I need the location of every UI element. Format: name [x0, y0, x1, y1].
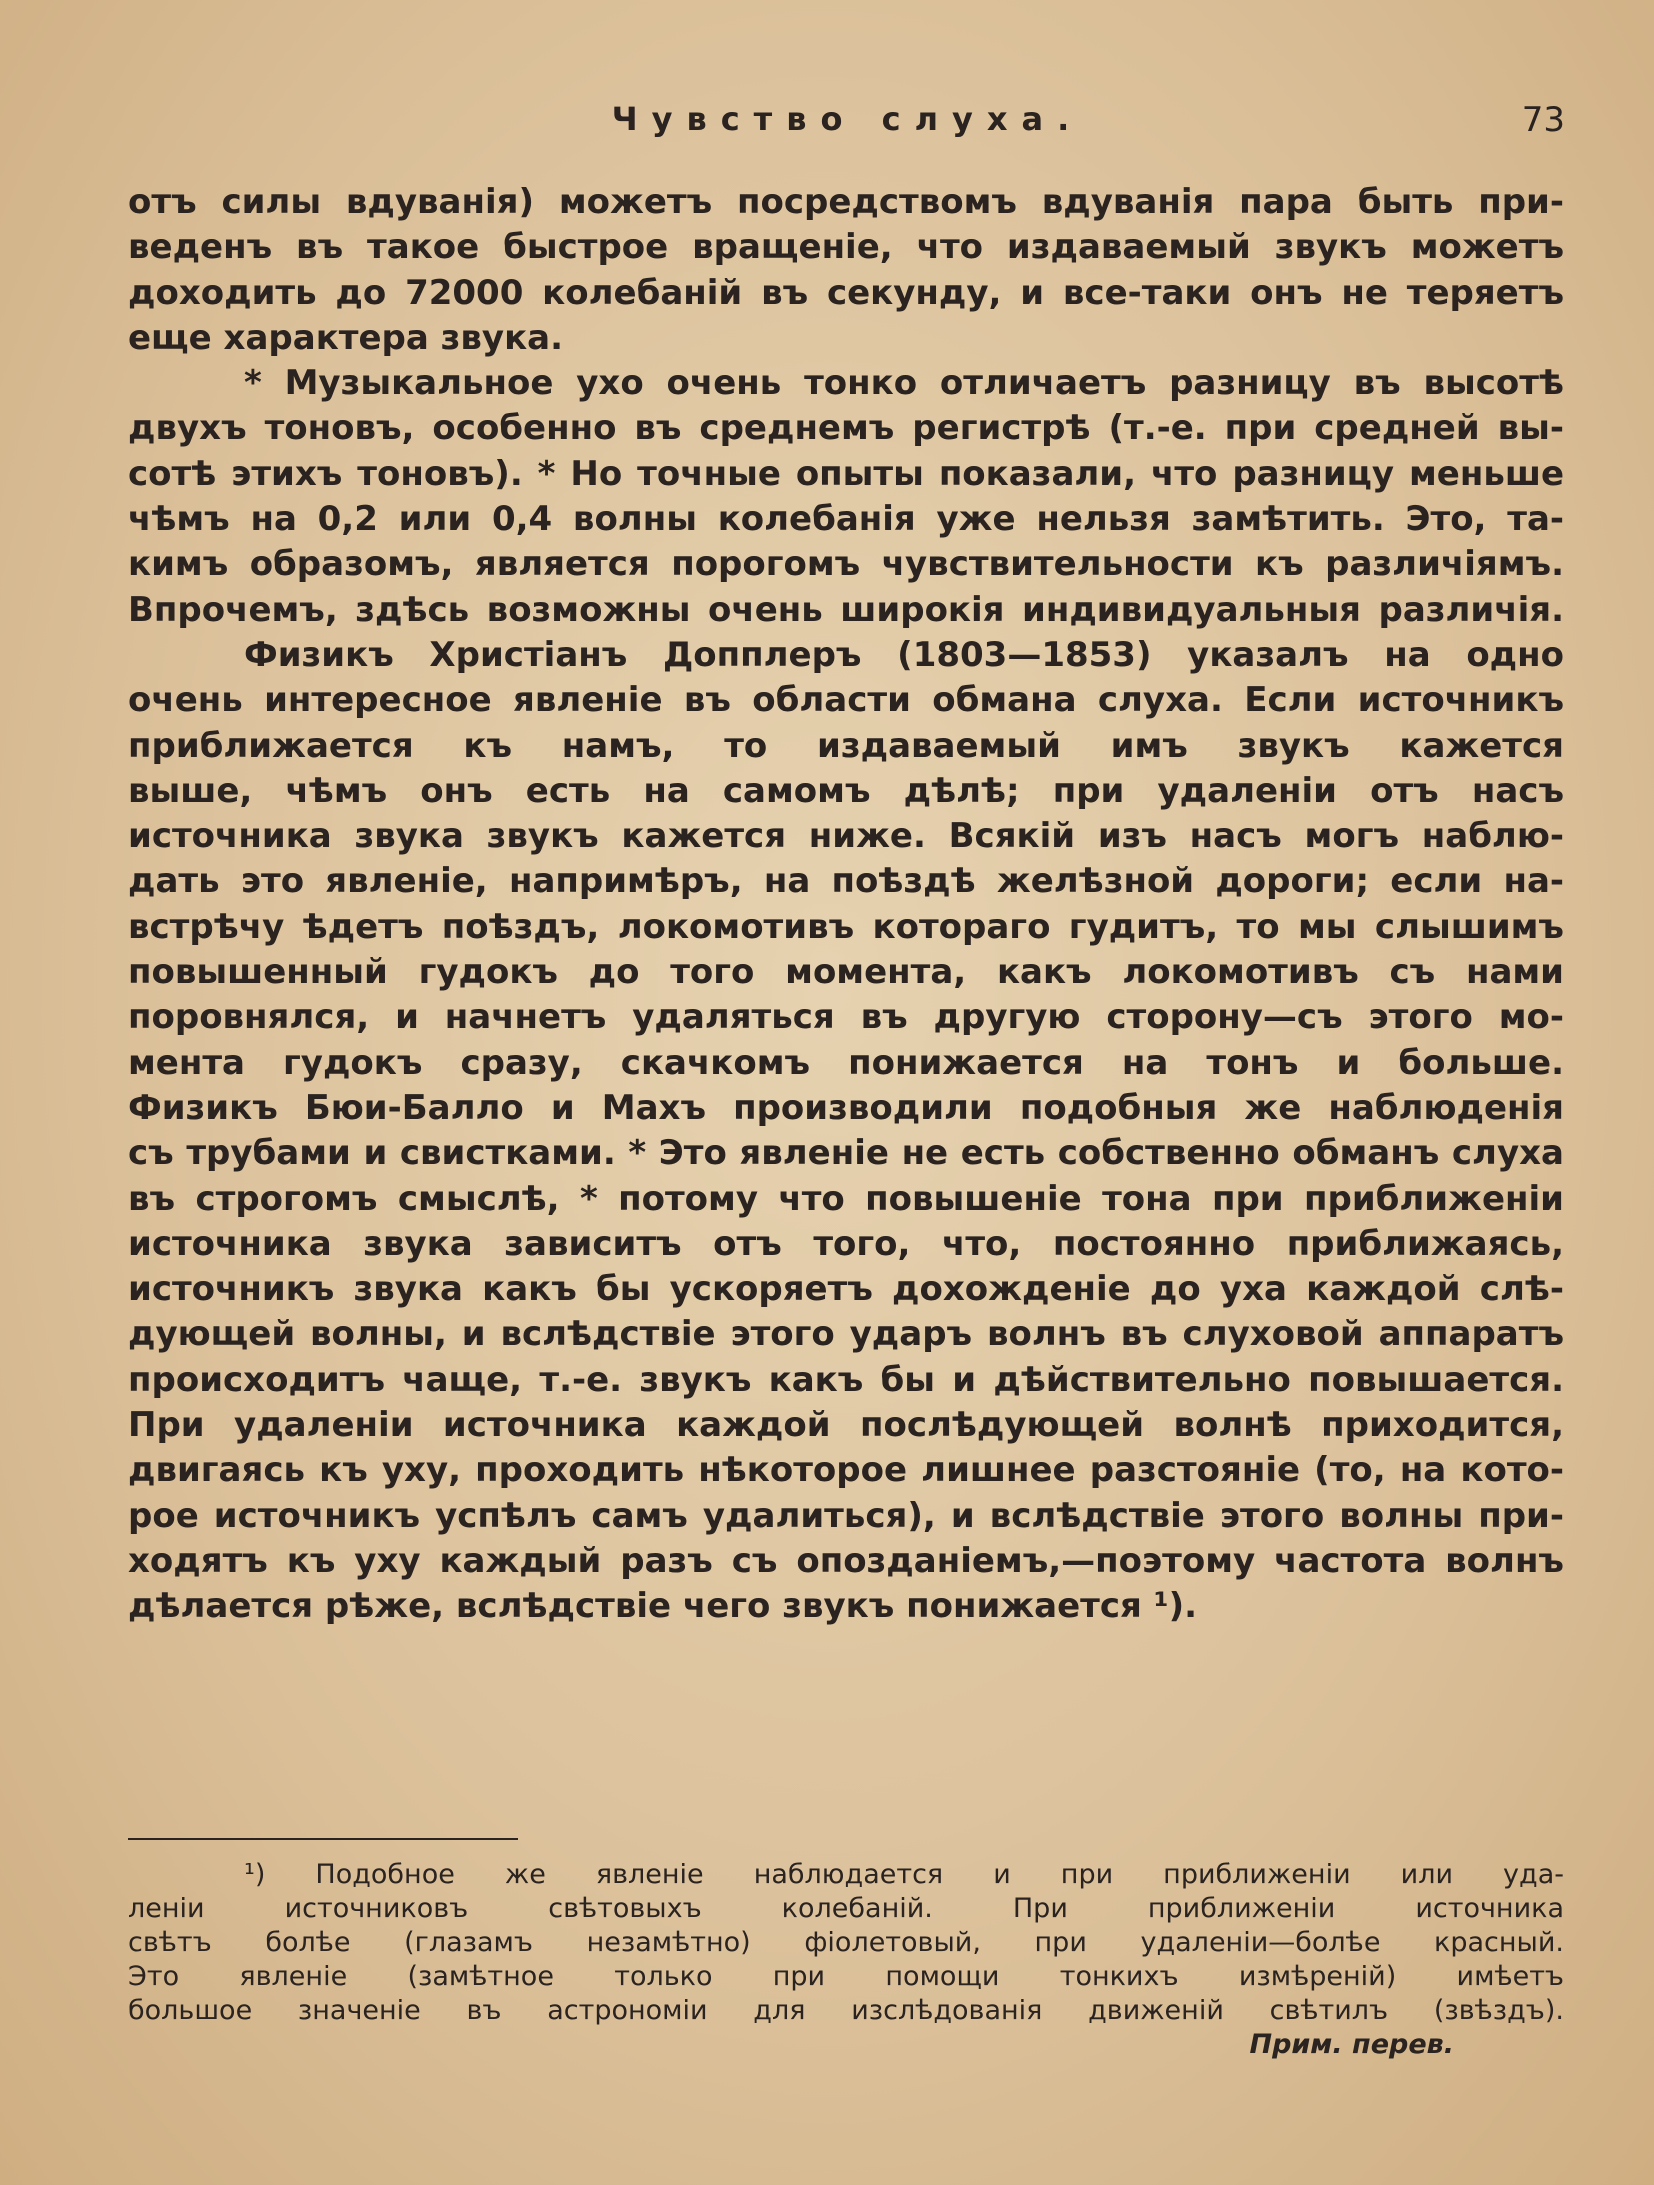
text-line: Впрочемъ, здѣсь возможны очень широкія индивидуальныя различія. — [128, 589, 1564, 630]
text-line: выше, чѣмъ онъ есть на самомъ дѣлѣ; при удаленіи отъ насъ — [128, 770, 1564, 811]
text-line: рое источникъ успѣлъ самъ удалиться), и вслѣдствіе этого волны при- — [128, 1495, 1564, 1536]
footnote-line: леніи источниковъ свѣтовыхъ колебаній. При приближеніи источника — [128, 1893, 1564, 1924]
main-text — [128, 180, 1564, 1630]
text-line: ходятъ къ уху каждый разъ съ опозданіемъ,—поэтому частота волнъ — [128, 1540, 1564, 1581]
text-line: источникъ звука какъ бы ускоряетъ дохожденіе до уха каждой слѣ- — [128, 1269, 1564, 1310]
text-line: повышенный гудокъ до того момента, какъ локомотивъ съ нами — [128, 952, 1564, 993]
text-line: чѣмъ на 0,2 или 0,4 волны колебанія уже нельзя замѣтить. Это, та- — [128, 499, 1564, 540]
text-line: При удаленіи источника каждой послѣдующей волнѣ приходится, — [128, 1405, 1564, 1446]
text-line: мента гудокъ сразу, скачкомъ понижается на тонъ и больше. — [128, 1042, 1564, 1083]
footnote-divider — [128, 1838, 518, 1840]
text-line: источника звука зависитъ отъ того, что, постоянно приближаясь, — [128, 1223, 1564, 1264]
footnote-line: свѣтъ болѣе (глазамъ незамѣтно) фіолетовый, при удаленіи—болѣе красный. — [128, 1927, 1564, 1958]
text-line: отъ силы вдуванія) можетъ посредствомъ вдуванія пара быть при- — [128, 182, 1564, 222]
footnote-line: большое значеніе въ астрономіи для изслѣдованія движеній свѣтилъ (звѣздъ). — [128, 1995, 1564, 2026]
text-line: встрѣчу ѣдетъ поѣздъ, локомотивъ котораго гудитъ, то мы слышимъ — [128, 906, 1564, 947]
text-line: въ строгомъ смыслѣ, * потому что повышеніе тона при приближеніи — [128, 1178, 1564, 1219]
translator-note-signature: Прим. перев. — [1249, 2029, 1454, 2060]
text-line: очень интересное явленіе въ области обмана слуха. Если источникъ — [128, 680, 1564, 721]
footnote — [128, 1858, 1564, 2062]
text-line: происходитъ чаще, т.-е. звукъ какъ бы и дѣйствительно повышается. — [128, 1359, 1564, 1400]
text-line: двухъ тоновъ, особенно въ среднемъ регистрѣ (т.-е. при средней вы- — [128, 408, 1564, 449]
text-line: съ трубами и свистками. * Это явленіе не есть собственно обманъ слуха — [128, 1133, 1564, 1174]
page-number: 73 — [1521, 100, 1565, 140]
footnote-line: ¹) Подобное же явленіе наблюдается и при приближеніи или уда- — [244, 1859, 1564, 1890]
text-line: еще характера звука. — [128, 317, 564, 358]
text-line: Физикъ Бюи-Балло и Махъ производили подобныя же наблюденія — [128, 1087, 1564, 1128]
text-line: дѣлается рѣже, вслѣдствіе чего звукъ понижается ¹). — [128, 1586, 1198, 1627]
text-line: доходить до 72000 колебаній въ секунду, и все-таки онъ не теряетъ — [128, 272, 1564, 313]
text-line: сотѣ этихъ тоновъ). * Но точные опыты показали, что разницу меньше — [128, 453, 1564, 494]
text-line: источника звука звукъ кажется ниже. Всякій изъ насъ могъ наблю- — [128, 816, 1564, 857]
page-header — [130, 100, 1565, 150]
running-title: Чувство слуха. — [611, 100, 1084, 138]
text-line: приближается къ намъ, то издаваемый имъ звукъ кажется — [128, 725, 1564, 766]
text-line: дующей волны, и вслѣдствіе этого ударъ волнъ въ слуховой аппаратъ — [128, 1314, 1564, 1355]
text-line: дать это явленіе, напримѣръ, на поѣздѣ желѣзной дороги; если на- — [128, 861, 1564, 902]
text-line: веденъ въ такое быстрое вращеніе, что издаваемый звукъ можетъ — [128, 227, 1564, 268]
footnote-line: Это явленіе (замѣтное только при помощи тонкихъ измѣреній) имѣетъ — [128, 1961, 1564, 1992]
text-line: * Музыкальное ухо очень тонко отличаетъ разницу въ высотѣ — [244, 363, 1564, 404]
text-line: кимъ образомъ, является порогомъ чувствительности къ различіямъ. — [128, 544, 1564, 585]
text-line: Физикъ Христіанъ Допплеръ (1803—1853) указалъ на одно — [244, 634, 1564, 675]
text-line: двигаясь къ уху, проходить нѣкоторое лишнее разстояніе (то, на кото- — [128, 1450, 1564, 1491]
text-line: поровнялся, и начнетъ удаляться въ другую сторону—съ этого мо- — [128, 997, 1564, 1038]
